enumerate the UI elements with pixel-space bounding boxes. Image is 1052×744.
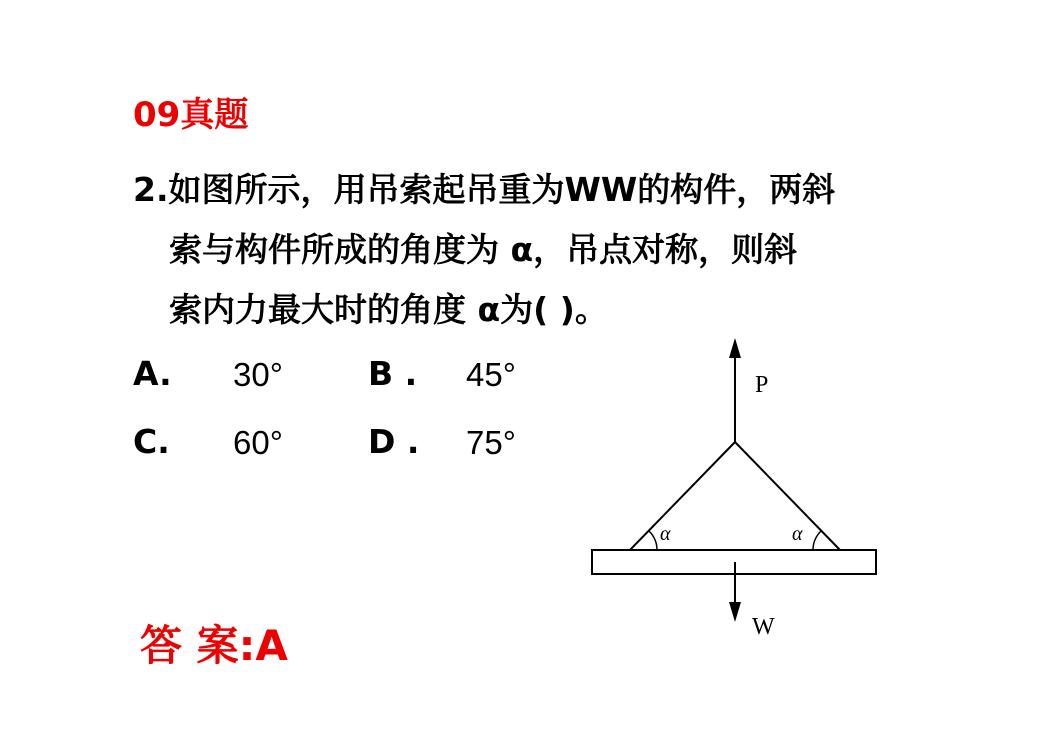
question-line-3: 索内力最大时的角度 α为( )。 — [169, 290, 608, 329]
option-a-value: 30° — [233, 356, 283, 393]
force-w-label: W — [752, 614, 775, 640]
option-c-letter: C. — [133, 422, 170, 461]
force-p-label: P — [755, 372, 769, 398]
right-angle-arc — [813, 531, 821, 550]
force-p-arrowhead — [729, 338, 741, 358]
question-text — [133, 160, 835, 340]
left-angle-arc — [649, 531, 657, 550]
slide-heading: 09真题 — [133, 95, 249, 135]
left-sling — [630, 442, 735, 550]
option-b-letter: B . — [368, 354, 418, 393]
option-d-value: 75° — [466, 424, 516, 461]
left-alpha-label: α — [660, 523, 671, 545]
lifting-diagram — [580, 330, 900, 650]
right-alpha-label: α — [792, 523, 803, 545]
option-c-value: 60° — [233, 424, 283, 461]
answer-text: 答 案:A — [140, 621, 288, 670]
option-d-letter: D . — [368, 422, 420, 461]
option-b-value: 45° — [466, 356, 516, 393]
option-a-letter: A. — [133, 354, 172, 393]
question-line-1: 2.如图所示，用吊索起吊重为WW的构件，两斜 — [133, 170, 836, 209]
question-line-2: 索与构件所成的角度为 α，吊点对称，则斜 — [169, 230, 798, 269]
force-w-arrowhead — [729, 602, 741, 622]
right-sling — [735, 442, 840, 550]
